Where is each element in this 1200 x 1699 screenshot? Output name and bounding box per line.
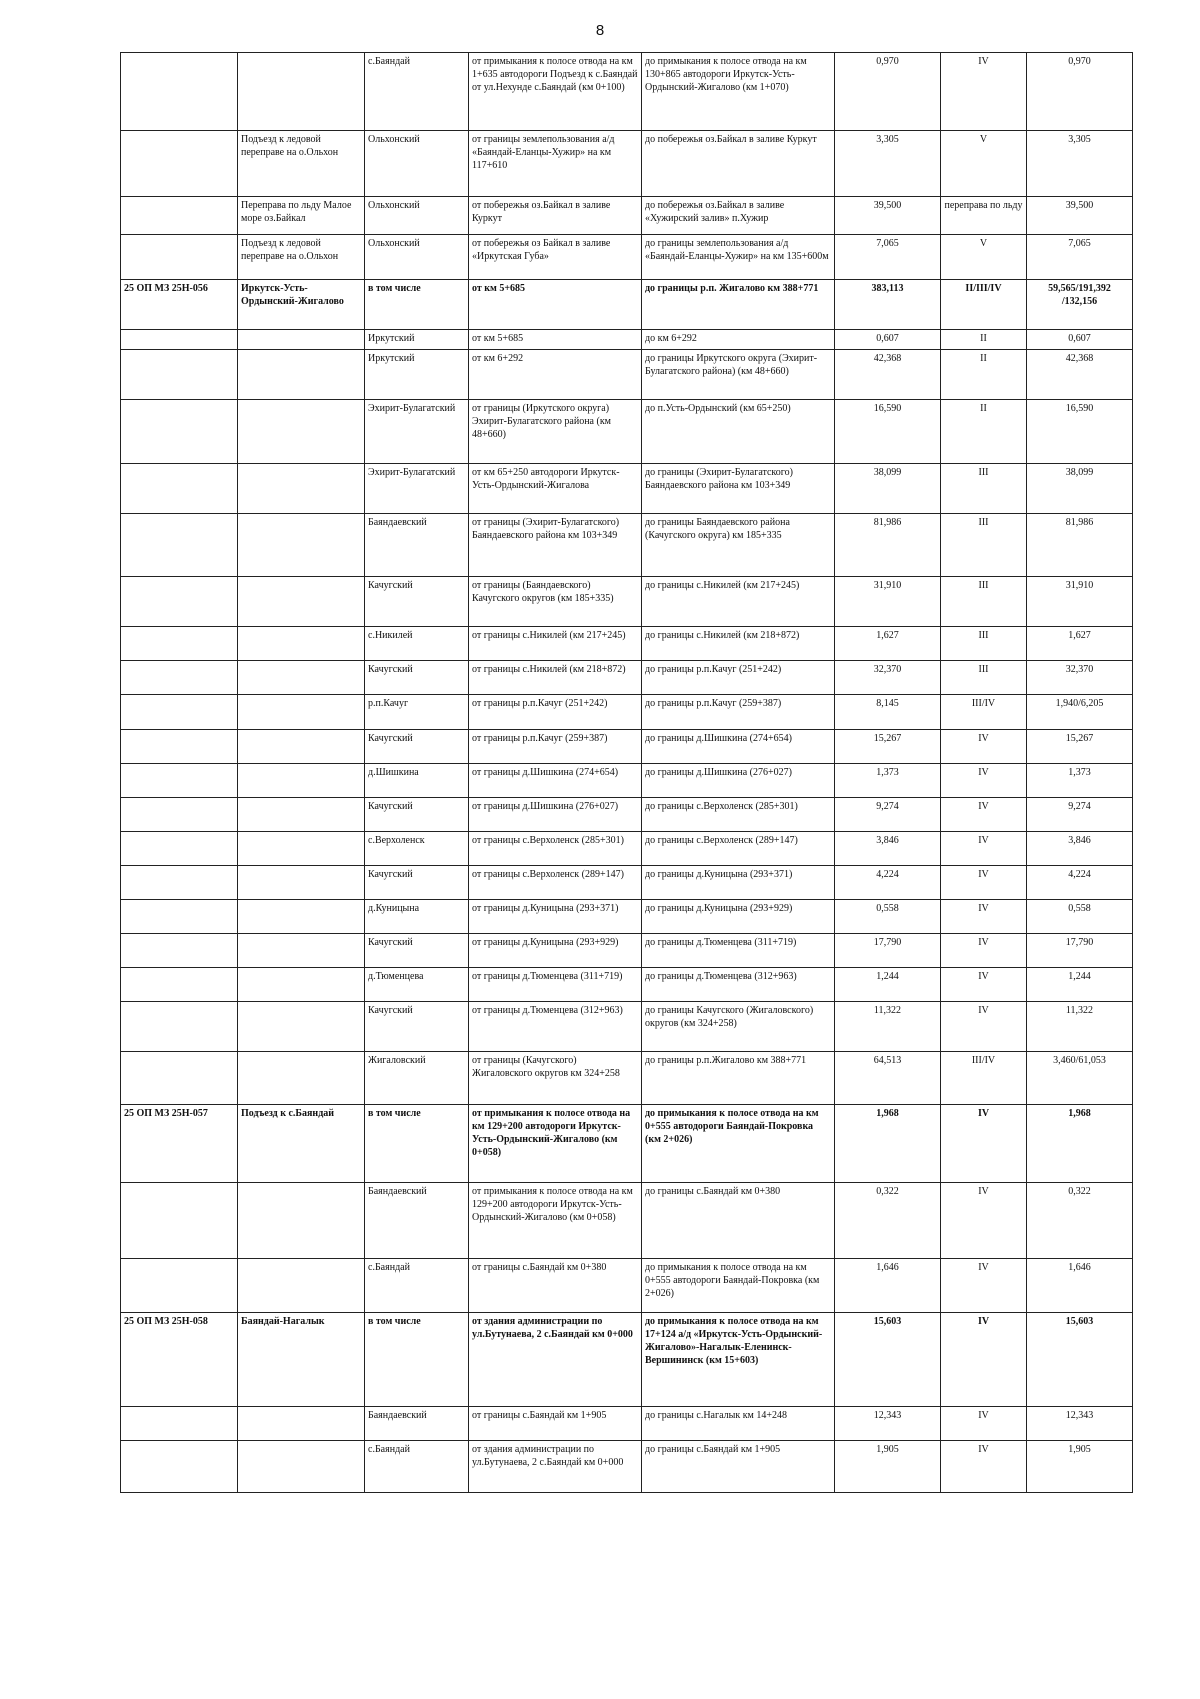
category-length-cell: 12,343: [1027, 1407, 1133, 1441]
category-length-cell: 32,370: [1027, 661, 1133, 695]
road-name-cell: [238, 350, 365, 400]
segment-end-cell: до границы д.Тюменцева (312+963): [642, 968, 835, 1002]
segment-start-cell: от границы (Иркутского округа) Эхирит-Булагатского района (км 48+660): [469, 400, 642, 464]
segment-start-cell: от границы р.п.Качуг (251+242): [469, 695, 642, 730]
segment-start-cell: от границы с.Баяндай км 1+905: [469, 1407, 642, 1441]
category-length-cell: 15,267: [1027, 730, 1133, 764]
length-cell: 1,968: [835, 1105, 941, 1183]
segment-end-cell: до границы с.Баяндай км 0+380: [642, 1183, 835, 1259]
district-cell: Баяндаевский: [365, 1407, 469, 1441]
segment-start-cell: от границы д.Шишкина (276+027): [469, 798, 642, 832]
category-length-cell: 0,322: [1027, 1183, 1133, 1259]
category-cell: V: [941, 131, 1027, 197]
road-name-cell: [238, 1002, 365, 1052]
table-row: [121, 350, 1133, 400]
length-cell: 81,986: [835, 514, 941, 577]
table-row: [121, 1259, 1133, 1313]
segment-end-cell: до границы р.п. Жигалово км 388+771: [642, 280, 835, 330]
length-cell: 383,113: [835, 280, 941, 330]
length-cell: 4,224: [835, 866, 941, 900]
length-cell: 32,370: [835, 661, 941, 695]
category-cell: III/IV: [941, 1052, 1027, 1105]
segment-end-cell: до границы д.Тюменцева (311+719): [642, 934, 835, 968]
page-number: 8: [595, 22, 605, 39]
road-name-cell: Подъезд к ледовой переправе на о.Ольхон: [238, 131, 365, 197]
district-cell: в том числе: [365, 1313, 469, 1407]
category-cell: IV: [941, 53, 1027, 131]
table-row: [121, 695, 1133, 730]
district-cell: с.Баяндай: [365, 53, 469, 131]
table-row: [121, 798, 1133, 832]
category-cell: IV: [941, 730, 1027, 764]
category-length-cell: 1,627: [1027, 627, 1133, 661]
segment-start-cell: от здания администрации по ул.Бутунаева, 2 с.Баяндай км 0+000: [469, 1313, 642, 1407]
road-code-cell: [121, 764, 238, 798]
table-row: [121, 968, 1133, 1002]
table-row: [121, 330, 1133, 350]
road-code-cell: 25 ОП МЗ 25Н-056: [121, 280, 238, 330]
length-cell: 3,305: [835, 131, 941, 197]
road-name-cell: [238, 514, 365, 577]
district-cell: с.Верхоленск: [365, 832, 469, 866]
category-length-cell: 1,940/6,205: [1027, 695, 1133, 730]
category-cell: III: [941, 464, 1027, 514]
category-cell: IV: [941, 1259, 1027, 1313]
segment-start-cell: от км 5+685: [469, 280, 642, 330]
segment-start-cell: от примыкания к полосе отвода на км 1+635 автодороги Подъезд к с.Баяндай от ул.Нехунде с.Баяндай (км 0+100): [469, 53, 642, 131]
category-cell: IV: [941, 798, 1027, 832]
segment-start-cell: от границы д.Шишкина (274+654): [469, 764, 642, 798]
table-row: [121, 934, 1133, 968]
category-cell: IV: [941, 832, 1027, 866]
category-length-cell: 1,373: [1027, 764, 1133, 798]
district-cell: Качугский: [365, 798, 469, 832]
road-name-cell: [238, 1183, 365, 1259]
road-name-cell: [238, 968, 365, 1002]
segment-end-cell: до границы р.п.Качуг (259+387): [642, 695, 835, 730]
district-cell: д.Куницына: [365, 900, 469, 934]
segment-start-cell: от примыкания к полосе отвода на км 129+200 автодороги Иркутск-Усть-Ордынский-Жигалово (км 0+058): [469, 1105, 642, 1183]
segment-end-cell: до границы Качугского (Жигаловского) округов (км 324+258): [642, 1002, 835, 1052]
district-cell: с.Никилей: [365, 627, 469, 661]
category-cell: IV: [941, 764, 1027, 798]
district-cell: Качугский: [365, 577, 469, 627]
category-length-cell: 0,558: [1027, 900, 1133, 934]
segment-end-cell: до границы д.Куницына (293+371): [642, 866, 835, 900]
district-cell: Ольхонский: [365, 197, 469, 235]
length-cell: 1,244: [835, 968, 941, 1002]
category-length-cell: 3,305: [1027, 131, 1133, 197]
category-cell: IV: [941, 1313, 1027, 1407]
category-cell: V: [941, 235, 1027, 280]
category-length-cell: 15,603: [1027, 1313, 1133, 1407]
category-length-cell: 31,910: [1027, 577, 1133, 627]
category-length-cell: 3,460/61,053: [1027, 1052, 1133, 1105]
road-code-cell: [121, 330, 238, 350]
table-row: [121, 1052, 1133, 1105]
segment-end-cell: до побережья оз.Байкал в заливе Куркут: [642, 131, 835, 197]
segment-end-cell: до границы Баяндаевского района (Качугского округа) км 185+335: [642, 514, 835, 577]
segment-start-cell: от границы (Качугского) Жигаловского округов км 324+258: [469, 1052, 642, 1105]
segment-start-cell: от км 65+250 автодороги Иркутск-Усть-Ордынский-Жигалова: [469, 464, 642, 514]
category-cell: IV: [941, 1441, 1027, 1493]
segment-start-cell: от границы с.Верхоленск (289+147): [469, 866, 642, 900]
road-code-cell: [121, 661, 238, 695]
table-row: [121, 53, 1133, 131]
length-cell: 1,373: [835, 764, 941, 798]
district-cell: Качугский: [365, 866, 469, 900]
district-cell: Качугский: [365, 934, 469, 968]
road-name-cell: [238, 934, 365, 968]
category-length-cell: 4,224: [1027, 866, 1133, 900]
road-code-cell: [121, 1259, 238, 1313]
length-cell: 9,274: [835, 798, 941, 832]
category-length-cell: 1,244: [1027, 968, 1133, 1002]
category-cell: IV: [941, 1407, 1027, 1441]
road-name-cell: [238, 400, 365, 464]
district-cell: д.Тюменцева: [365, 968, 469, 1002]
category-length-cell: 1,968: [1027, 1105, 1133, 1183]
length-cell: 31,910: [835, 577, 941, 627]
district-cell: Качугский: [365, 661, 469, 695]
table-row: [121, 197, 1133, 235]
segment-end-cell: до границы с.Нагалык км 14+248: [642, 1407, 835, 1441]
table-row: [121, 900, 1133, 934]
table-row: [121, 235, 1133, 280]
table-row: [121, 577, 1133, 627]
category-cell: IV: [941, 866, 1027, 900]
road-name-cell: Иркутск-Усть-Ордынский-Жигалово: [238, 280, 365, 330]
table-row: [121, 280, 1133, 330]
category-cell: II: [941, 330, 1027, 350]
table-row: [121, 832, 1133, 866]
segment-start-cell: от границы (Баяндаевского) Качугского округов (км 185+335): [469, 577, 642, 627]
segment-end-cell: до примыкания к полосе отвода на км 17+124 а/д «Иркутск-Усть-Ордынский-Жигалово»-Нагалык-Еленинск-Вершининск (км 15+603): [642, 1313, 835, 1407]
road-name-cell: Баяндай-Нагалык: [238, 1313, 365, 1407]
length-cell: 64,513: [835, 1052, 941, 1105]
segment-start-cell: от км 6+292: [469, 350, 642, 400]
table-row: [121, 661, 1133, 695]
segment-start-cell: от км 5+685: [469, 330, 642, 350]
category-length-cell: 1,646: [1027, 1259, 1133, 1313]
road-name-cell: [238, 730, 365, 764]
segment-start-cell: от границы с.Никилей (км 217+245): [469, 627, 642, 661]
category-length-cell: 39,500: [1027, 197, 1133, 235]
road-name-cell: [238, 53, 365, 131]
district-cell: Эхирит-Булагатский: [365, 464, 469, 514]
district-cell: Иркутский: [365, 330, 469, 350]
segment-end-cell: до границы с.Верхоленск (285+301): [642, 798, 835, 832]
road-code-cell: [121, 1002, 238, 1052]
district-cell: в том числе: [365, 1105, 469, 1183]
length-cell: 8,145: [835, 695, 941, 730]
segment-end-cell: до границы с.Баяндай км 1+905: [642, 1441, 835, 1493]
road-name-cell: [238, 695, 365, 730]
category-length-cell: 38,099: [1027, 464, 1133, 514]
district-cell: д.Шишкина: [365, 764, 469, 798]
district-cell: в том числе: [365, 280, 469, 330]
segment-end-cell: до границы Иркутского округа (Эхирит-Булагатского района) (км 48+660): [642, 350, 835, 400]
road-code-cell: 25 ОП МЗ 25Н-058: [121, 1313, 238, 1407]
segment-start-cell: от побережья оз.Байкал в заливе Куркут: [469, 197, 642, 235]
district-cell: Ольхонский: [365, 235, 469, 280]
length-cell: 1,627: [835, 627, 941, 661]
road-name-cell: [238, 798, 365, 832]
category-cell: III: [941, 514, 1027, 577]
segment-end-cell: до примыкания к полосе отвода на км 0+555 автодороги Баяндай-Покровка (км 2+026): [642, 1259, 835, 1313]
district-cell: Эхирит-Булагатский: [365, 400, 469, 464]
segment-start-cell: от границы с.Никилей (км 218+872): [469, 661, 642, 695]
road-name-cell: [238, 1259, 365, 1313]
segment-end-cell: до границы д.Шишкина (276+027): [642, 764, 835, 798]
segment-start-cell: от границы землепользования а/д «Баяндай-Еланцы-Хужир» на км 117+610: [469, 131, 642, 197]
length-cell: 42,368: [835, 350, 941, 400]
category-length-cell: 7,065: [1027, 235, 1133, 280]
district-cell: с.Баяндай: [365, 1259, 469, 1313]
segment-end-cell: до примыкания к полосе отвода на км 130+865 автодороги Иркутск-Усть-Ордынский-Жигалово (км 1+070): [642, 53, 835, 131]
category-length-cell: 3,846: [1027, 832, 1133, 866]
segment-end-cell: до побережья оз.Байкал в заливе «Хужирский залив» п.Хужир: [642, 197, 835, 235]
segment-start-cell: от границы д.Куницына (293+371): [469, 900, 642, 934]
segment-end-cell: до границы с.Никилей (км 217+245): [642, 577, 835, 627]
category-cell: IV: [941, 1183, 1027, 1259]
segment-end-cell: до границы землепользования а/д «Баяндай-Еланцы-Хужир» на км 135+600м: [642, 235, 835, 280]
road-name-cell: Подъезд к с.Баяндай: [238, 1105, 365, 1183]
table-row: [121, 764, 1133, 798]
district-cell: Качугский: [365, 730, 469, 764]
road-name-cell: [238, 900, 365, 934]
category-cell: III: [941, 661, 1027, 695]
district-cell: Ольхонский: [365, 131, 469, 197]
category-cell: III: [941, 577, 1027, 627]
district-cell: Баяндаевский: [365, 1183, 469, 1259]
category-length-cell: 16,590: [1027, 400, 1133, 464]
segment-start-cell: от границы д.Тюменцева (311+719): [469, 968, 642, 1002]
segment-start-cell: от здания администрации по ул.Бутунаева, 2 с.Баяндай км 0+000: [469, 1441, 642, 1493]
segment-start-cell: от примыкания к полосе отвода на км 129+200 автодороги Иркутск-Усть-Ордынский-Жигалово (км 0+058): [469, 1183, 642, 1259]
road-code-cell: [121, 1407, 238, 1441]
category-cell: IV: [941, 1105, 1027, 1183]
segment-end-cell: до границы д.Шишкина (274+654): [642, 730, 835, 764]
category-cell: IV: [941, 1002, 1027, 1052]
table-row: [121, 464, 1133, 514]
road-code-cell: [121, 1052, 238, 1105]
road-code-cell: [121, 53, 238, 131]
segment-end-cell: до границы р.п.Жигалово км 388+771: [642, 1052, 835, 1105]
road-code-cell: [121, 866, 238, 900]
district-cell: Иркутский: [365, 350, 469, 400]
district-cell: с.Баяндай: [365, 1441, 469, 1493]
segment-start-cell: от побережья оз Байкал в заливе «Иркутская Губа»: [469, 235, 642, 280]
road-code-cell: [121, 131, 238, 197]
category-length-cell: 11,322: [1027, 1002, 1133, 1052]
road-code-cell: [121, 968, 238, 1002]
segment-start-cell: от границы с.Верхоленск (285+301): [469, 832, 642, 866]
segment-start-cell: от границы (Эхирит-Булагатского) Баяндаевского района км 103+349: [469, 514, 642, 577]
road-code-cell: [121, 695, 238, 730]
district-cell: р.п.Качуг: [365, 695, 469, 730]
segment-start-cell: от границы р.п.Качуг (259+387): [469, 730, 642, 764]
category-cell: III: [941, 627, 1027, 661]
length-cell: 17,790: [835, 934, 941, 968]
category-length-cell: 0,607: [1027, 330, 1133, 350]
road-name-cell: [238, 661, 365, 695]
roads-table: [120, 52, 1133, 1493]
road-code-cell: [121, 464, 238, 514]
road-code-cell: [121, 350, 238, 400]
road-name-cell: [238, 464, 365, 514]
road-name-cell: [238, 330, 365, 350]
category-length-cell: 1,905: [1027, 1441, 1133, 1493]
road-name-cell: Подъезд к ледовой переправе на о.Ольхон: [238, 235, 365, 280]
road-code-cell: [121, 730, 238, 764]
road-name-cell: [238, 1407, 365, 1441]
category-length-cell: 17,790: [1027, 934, 1133, 968]
district-cell: Жигаловский: [365, 1052, 469, 1105]
segment-end-cell: до км 6+292: [642, 330, 835, 350]
table-row: [121, 1441, 1133, 1493]
length-cell: 16,590: [835, 400, 941, 464]
table-row: [121, 1407, 1133, 1441]
length-cell: 1,905: [835, 1441, 941, 1493]
segment-end-cell: до границы с.Никилей (км 218+872): [642, 627, 835, 661]
segment-end-cell: до границы с.Верхоленск (289+147): [642, 832, 835, 866]
table-row: [121, 1002, 1133, 1052]
table-row: [121, 131, 1133, 197]
road-code-cell: [121, 235, 238, 280]
road-code-cell: [121, 627, 238, 661]
category-cell: IV: [941, 968, 1027, 1002]
length-cell: 15,603: [835, 1313, 941, 1407]
length-cell: 7,065: [835, 235, 941, 280]
segment-end-cell: до границы р.п.Качуг (251+242): [642, 661, 835, 695]
length-cell: 12,343: [835, 1407, 941, 1441]
table-row: [121, 1105, 1133, 1183]
length-cell: 0,607: [835, 330, 941, 350]
segment-start-cell: от границы д.Куницына (293+929): [469, 934, 642, 968]
road-code-cell: [121, 798, 238, 832]
category-length-cell: 9,274: [1027, 798, 1133, 832]
category-length-cell: 59,565/191,392 /132,156: [1027, 280, 1133, 330]
category-cell: переправа по льду: [941, 197, 1027, 235]
table-row: [121, 730, 1133, 764]
length-cell: 15,267: [835, 730, 941, 764]
category-cell: IV: [941, 900, 1027, 934]
road-code-cell: [121, 197, 238, 235]
table-row: [121, 1313, 1133, 1407]
segment-end-cell: до границы д.Куницына (293+929): [642, 900, 835, 934]
category-length-cell: 0,970: [1027, 53, 1133, 131]
road-name-cell: [238, 764, 365, 798]
road-name-cell: [238, 577, 365, 627]
road-code-cell: [121, 514, 238, 577]
road-code-cell: [121, 1441, 238, 1493]
length-cell: 38,099: [835, 464, 941, 514]
road-code-cell: [121, 400, 238, 464]
table-row: [121, 1183, 1133, 1259]
district-cell: Баяндаевский: [365, 514, 469, 577]
category-length-cell: 81,986: [1027, 514, 1133, 577]
length-cell: 0,558: [835, 900, 941, 934]
category-cell: III/IV: [941, 695, 1027, 730]
length-cell: 0,322: [835, 1183, 941, 1259]
segment-end-cell: до примыкания к полосе отвода на км 0+555 автодороги Баяндай-Покровка (км 2+026): [642, 1105, 835, 1183]
length-cell: 0,970: [835, 53, 941, 131]
length-cell: 39,500: [835, 197, 941, 235]
length-cell: 3,846: [835, 832, 941, 866]
road-name-cell: [238, 1052, 365, 1105]
segment-start-cell: от границы с.Баяндай км 0+380: [469, 1259, 642, 1313]
road-code-cell: [121, 900, 238, 934]
table-row: [121, 866, 1133, 900]
table-row: [121, 400, 1133, 464]
road-name-cell: [238, 866, 365, 900]
table-row: [121, 514, 1133, 577]
road-name-cell: [238, 1441, 365, 1493]
road-code-cell: [121, 934, 238, 968]
segment-end-cell: до п.Усть-Ордынский (км 65+250): [642, 400, 835, 464]
road-code-cell: 25 ОП МЗ 25Н-057: [121, 1105, 238, 1183]
road-code-cell: [121, 577, 238, 627]
length-cell: 11,322: [835, 1002, 941, 1052]
category-cell: II/III/IV: [941, 280, 1027, 330]
segment-end-cell: до границы (Эхирит-Булагатского) Баяндаевского района км 103+349: [642, 464, 835, 514]
category-cell: II: [941, 400, 1027, 464]
table-row: [121, 627, 1133, 661]
category-length-cell: 42,368: [1027, 350, 1133, 400]
category-cell: II: [941, 350, 1027, 400]
length-cell: 1,646: [835, 1259, 941, 1313]
segment-start-cell: от границы д.Тюменцева (312+963): [469, 1002, 642, 1052]
road-name-cell: [238, 832, 365, 866]
district-cell: Качугский: [365, 1002, 469, 1052]
road-code-cell: [121, 1183, 238, 1259]
road-name-cell: [238, 627, 365, 661]
road-code-cell: [121, 832, 238, 866]
category-cell: IV: [941, 934, 1027, 968]
road-name-cell: Переправа по льду Малое море оз.Байкал: [238, 197, 365, 235]
